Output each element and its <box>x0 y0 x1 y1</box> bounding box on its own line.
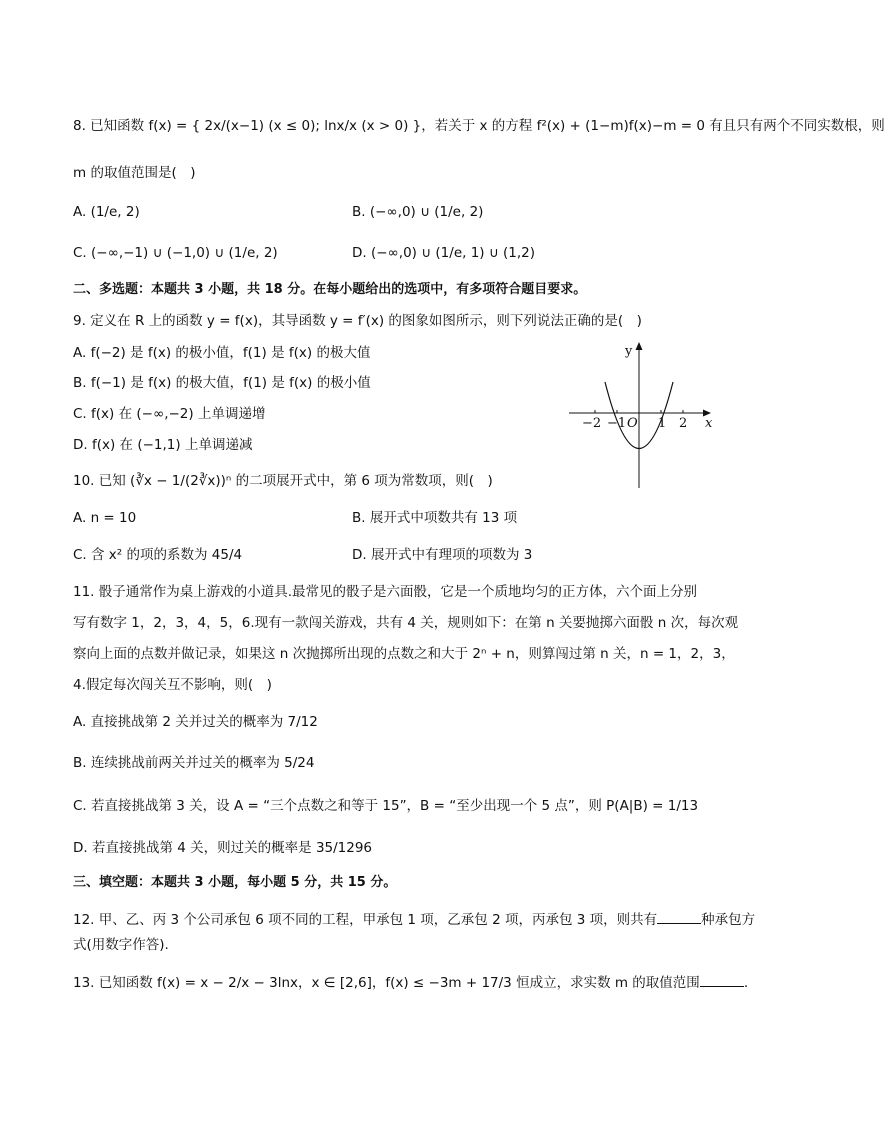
q13-answer-blank[interactable] <box>700 972 744 987</box>
x-axis-label: x <box>705 416 713 431</box>
q9-stem: 9. 定义在 R 上的函数 y = f(x)，其导函数 y = f′(x) 的图象如图所示，则下列说法正确的是( ) <box>73 313 642 329</box>
q9-option-d: D. f(x) 在 (−1,1) 上单调递减 <box>73 437 253 453</box>
q11-option-b: B. 连续挑战前两关并过关的概率为 5/24 <box>73 755 315 771</box>
origin-label: O <box>627 416 638 431</box>
q8-option-c: C. (−∞,−1) ∪ (−1,0) ∪ (1/e, 2) <box>73 245 278 261</box>
q11-option-a: A. 直接挑战第 2 关并过关的概率为 7/12 <box>73 714 318 730</box>
tick-label-1: 1 <box>658 416 667 431</box>
q12-stem-line1 <box>73 909 755 930</box>
q13-text-after-blank: . <box>743 975 749 991</box>
tick-label-neg2: −2 <box>582 416 602 431</box>
q10-option-a: A. n = 10 <box>73 510 137 526</box>
q10-stem: 10. 已知 (∛x − 1/(2∛x))ⁿ 的二项展开式中，第 6 项为常数项，则( ) <box>73 473 493 489</box>
q12-text-before-blank: 12. 甲、乙、丙 3 个公司承包 6 项不同的工程，甲承包 1 项，乙承包 2 项，丙承包 3 项，则共有 <box>73 912 658 928</box>
q8-option-b: B. (−∞,0) ∪ (1/e, 2) <box>352 204 484 220</box>
q11-option-c: C. 若直接挑战第 3 关，设 A = “三个点数之和等于 15”，B = “至少出现一个 5 点”，则 P(A|B) = 1/13 <box>73 798 699 814</box>
q8-stem-line2: m 的取值范围是( ) <box>73 165 196 181</box>
q10-option-d: D. 展开式中有理项的项数为 3 <box>352 547 533 563</box>
q11-stem-line1: 11. 骰子通常作为桌上游戏的小道具.最常见的骰子是六面骰，它是一个质地均匀的正方体，六个面上分别 <box>73 584 698 600</box>
q10-option-c: C. 含 x² 的项的系数为 45/4 <box>73 547 243 563</box>
q12-text-after-blank: 种承包方 <box>701 912 756 928</box>
section-heading-fill-in: 三、填空题：本题共 3 小题，每小题 5 分，共 15 分。 <box>73 875 397 890</box>
y-axis-arrow <box>636 342 643 350</box>
q13-text-before-blank: 13. 已知函数 f(x) = x − 2/x − 3lnx，x ∈ [2,6]，f(x) ≤ −3m + 17/3 恒成立，求实数 m 的取值范围 <box>73 975 700 991</box>
tick-label-neg1: −1 <box>607 416 627 431</box>
q9-option-c: C. f(x) 在 (−∞,−2) 上单调递增 <box>73 406 266 422</box>
q11-stem-line2: 写有数字 1，2，3，4，5，6.现有一款闯关游戏，共有 4 关，规则如下：在第 n 关要抛掷六面骰 n 次，每次观 <box>73 615 739 631</box>
tick-label-2: 2 <box>679 416 688 431</box>
q9-option-b: B. f(−1) 是 f(x) 的极大值，f(1) 是 f(x) 的极小值 <box>73 375 371 391</box>
q10-option-b: B. 展开式中项数共有 13 项 <box>352 510 518 526</box>
q12-answer-blank[interactable] <box>657 909 701 924</box>
q9-option-a: A. f(−2) 是 f(x) 的极小值，f(1) 是 f(x) 的极大值 <box>73 345 371 361</box>
q11-stem-line3: 察向上面的点数并做记录，如果这 n 次抛掷所出现的点数之和大于 2ⁿ + n，则算闯过第 n 关，n = 1，2，3， <box>73 646 735 662</box>
q11-stem-line4: 4.假定每次闯关互不影响，则( ) <box>73 677 272 693</box>
y-axis-label: y <box>625 344 633 359</box>
section-heading-multiple-choice: 二、多选题：本题共 3 小题，共 18 分。在每小题给出的选项中，有多项符合题目要求。 <box>73 282 587 297</box>
derivative-graph <box>565 340 715 490</box>
q12-stem-line2: 式(用数字作答). <box>73 937 169 953</box>
q8-stem-line1: 8. 已知函数 f(x) = { 2x/(x−1) (x ≤ 0); lnx/x (x > 0) }，若关于 x 的方程 f²(x) + (1−m)f(x)−m = 0 有且只有两个不同实数根，则 <box>73 118 885 134</box>
q13-stem <box>73 972 748 993</box>
q8-option-d: D. (−∞,0) ∪ (1/e, 1) ∪ (1,2) <box>352 245 536 261</box>
q8-option-a: A. (1/e, 2) <box>73 204 140 220</box>
q11-option-d: D. 若直接挑战第 4 关，则过关的概率是 35/1296 <box>73 840 373 856</box>
